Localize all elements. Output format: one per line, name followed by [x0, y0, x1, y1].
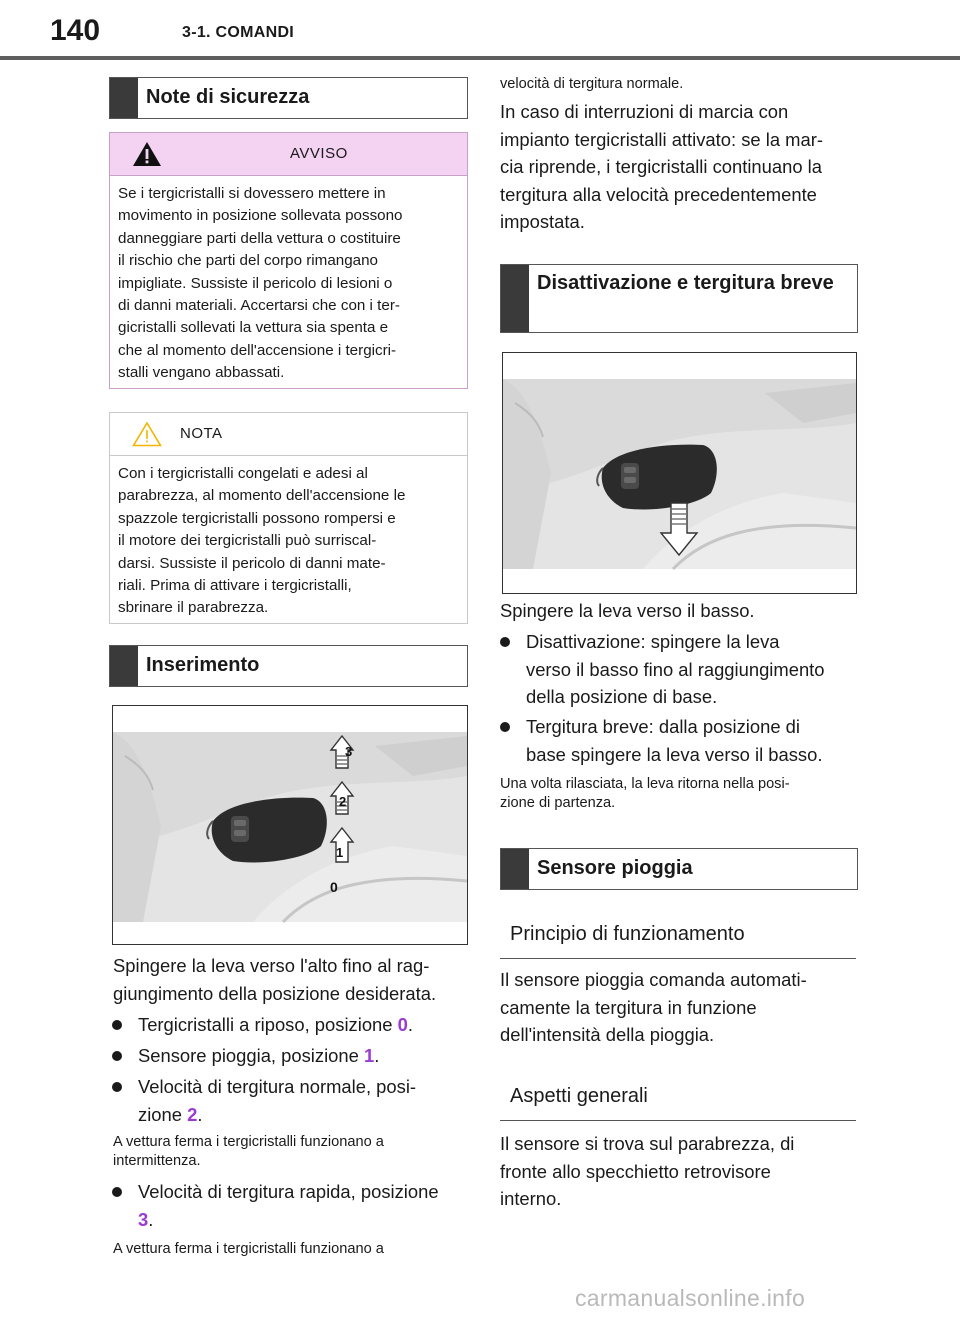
bullet-dot — [112, 1082, 122, 1092]
paragraph-line: giungimento della posizione desiderata. — [113, 982, 437, 1004]
warning-text — [118, 183, 459, 385]
wiper-lever-up-figure — [112, 705, 468, 945]
paragraph-line: interno. — [500, 1188, 562, 1209]
note-line: intermittenza. — [113, 1153, 201, 1169]
note-text — [118, 463, 459, 620]
bullet-text: Velocità di tergitura normale, posi- zione 2. — [138, 1076, 417, 1125]
paragraph-line: tergitura alla velocità precedentemente — [500, 183, 817, 205]
warning-line: che al momento dell'accensione i tergicri- — [118, 341, 397, 359]
note-line: sbrinare il parabrezza. — [118, 599, 269, 617]
note-line: A vettura ferma i tergicristalli funzionano a — [113, 1134, 384, 1150]
stationary-note: A vettura ferma i tergicristalli funzionano a — [113, 1241, 384, 1257]
warning-line: Se i tergicristalli si dovessero mettere in — [118, 185, 386, 202]
push-down-instruction: Spingere la leva verso il basso. — [500, 600, 755, 621]
warning-box — [109, 132, 468, 389]
note-line: zione di partenza. — [500, 795, 616, 811]
note-line: darsi. Sussiste il pericolo di danni mate- — [118, 554, 386, 572]
chapter-title: 3-1. COMANDI — [182, 24, 295, 41]
note-line: Una volta rilasciata, la leva ritorna nella posi- — [500, 776, 790, 792]
paragraph-line: impianto tergicristalli attivato: se la mar- — [500, 128, 823, 150]
warning-line: il rischio che parti del corpo rimangano — [118, 252, 379, 270]
section-bar — [501, 265, 529, 332]
bullet-text: Disattivazione: spingere la leva verso il basso fino al raggiungimento della posizione di base. — [526, 631, 825, 707]
wiper-lever-down-figure — [502, 352, 857, 594]
note-line: Con i tergicristalli congelati e adesi al — [118, 465, 368, 482]
warning-triangle-icon — [132, 141, 162, 167]
position-label-3: 3 — [345, 744, 353, 759]
subheading-general-aspects — [500, 1073, 856, 1121]
warning-box-header — [110, 133, 467, 176]
position-number: 0 — [397, 1014, 408, 1035]
paragraph-line: Spingere la leva verso l'alto fino al rag- — [113, 955, 430, 976]
lever-illustration — [113, 706, 467, 944]
position-label-2: 2 — [339, 794, 347, 809]
intermittent-note — [113, 1133, 473, 1171]
bullet-dot — [112, 1020, 122, 1030]
bullet-dot — [500, 637, 510, 647]
bullet-dot — [500, 722, 510, 732]
sensor-location-paragraph — [500, 1130, 870, 1213]
bullet-text: Tergitura breve: dalla posizione di base spingere la leva verso il basso. — [526, 716, 823, 765]
warning-label: AVVISO — [290, 145, 348, 162]
paragraph-line: Il sensore si trova sul parabrezza, di — [500, 1133, 795, 1154]
warning-line: stalli vengano abbassati. — [118, 364, 285, 382]
section-heading-rain-sensor — [500, 848, 858, 890]
bullet-rest-position — [112, 1011, 472, 1039]
watermark: carmanualsonline.info — [575, 1285, 806, 1311]
bullet-rain-sensor — [112, 1042, 472, 1070]
operating-principle-paragraph — [500, 966, 870, 1049]
position-number: 1 — [363, 1045, 375, 1066]
bullet-text: Tergicristalli a riposo, posizione 0. — [138, 1014, 413, 1035]
note-label: NOTA — [180, 425, 223, 442]
note-line: spazzole tergicristalli possono rompersi e — [118, 509, 396, 527]
interruption-paragraph — [500, 98, 870, 236]
paragraph-line: impostata. — [500, 211, 585, 232]
note-box-header — [110, 413, 467, 456]
warning-line: di danni materiali. Accertarsi che con i ter- — [118, 297, 400, 315]
paragraph-line: In caso di interruzioni di marcia con — [500, 101, 789, 122]
bullet-dot — [112, 1187, 122, 1197]
section-heading-safety — [109, 77, 468, 119]
bullet-text: Velocità di tergitura rapida, posizione 3. — [138, 1181, 439, 1230]
position-label-0: 0 — [330, 879, 338, 895]
position-label-1: 1 — [336, 845, 344, 860]
paragraph-line: camente la tergitura in funzione — [500, 996, 757, 1018]
position-number: 2 — [187, 1103, 198, 1125]
note-line: riali. Prima di attivare i tergicristalli, — [118, 577, 352, 595]
warning-line: gicristalli sollevati la vettura sia spenta e — [118, 319, 389, 337]
subheading-title: Principio di funzionamento — [510, 923, 745, 945]
continued-note: velocità di tergitura normale. — [500, 76, 684, 92]
caution-triangle-icon — [132, 421, 162, 447]
note-box — [109, 412, 468, 624]
subheading-title: Aspetti generali — [510, 1085, 648, 1107]
paragraph-line: fronte allo specchietto retrovisore — [500, 1160, 771, 1182]
lever-illustration — [503, 353, 856, 593]
note-line: il motore dei tergicristalli può surriscal- — [118, 532, 377, 550]
section-title: Sensore pioggia — [537, 857, 693, 879]
release-note — [500, 775, 870, 813]
section-heading-insertion — [109, 645, 468, 687]
bullet-normal-speed — [112, 1073, 472, 1129]
note-line: parabrezza, al momento dell'accensione le — [118, 487, 406, 505]
paragraph-line: Il sensore pioggia comanda automati- — [500, 969, 807, 990]
bullet-short-wipe — [500, 713, 870, 769]
section-bar — [110, 78, 138, 118]
section-title: Note di sicurezza — [146, 86, 310, 108]
section-bar — [501, 849, 529, 889]
bullet-text: Sensore pioggia, posizione 1. — [138, 1045, 380, 1066]
section-title: Inserimento — [146, 654, 260, 676]
page-number: 140 — [50, 14, 101, 47]
paragraph-line: cia riprende, i tergicristalli continuano la — [500, 156, 822, 177]
insertion-intro — [113, 952, 473, 1007]
section-heading-deactivation — [500, 264, 858, 333]
warning-line: impigliate. Sussiste il pericolo di lesioni o — [118, 274, 393, 292]
position-number: 3 — [138, 1208, 149, 1230]
paragraph-line: dell'intensità della pioggia. — [500, 1024, 715, 1045]
warning-line: movimento in posizione sollevata possono — [118, 207, 403, 225]
section-title: Disattivazione e tergitura breve — [537, 272, 834, 294]
bullet-dot — [112, 1051, 122, 1061]
subheading-operating-principle — [500, 911, 856, 959]
warning-line: danneggiare parti della vettura o costituire — [118, 229, 401, 247]
header-rule — [0, 56, 960, 60]
bullet-deactivation — [500, 628, 870, 712]
bullet-fast-speed — [112, 1178, 482, 1234]
section-bar — [110, 646, 138, 686]
